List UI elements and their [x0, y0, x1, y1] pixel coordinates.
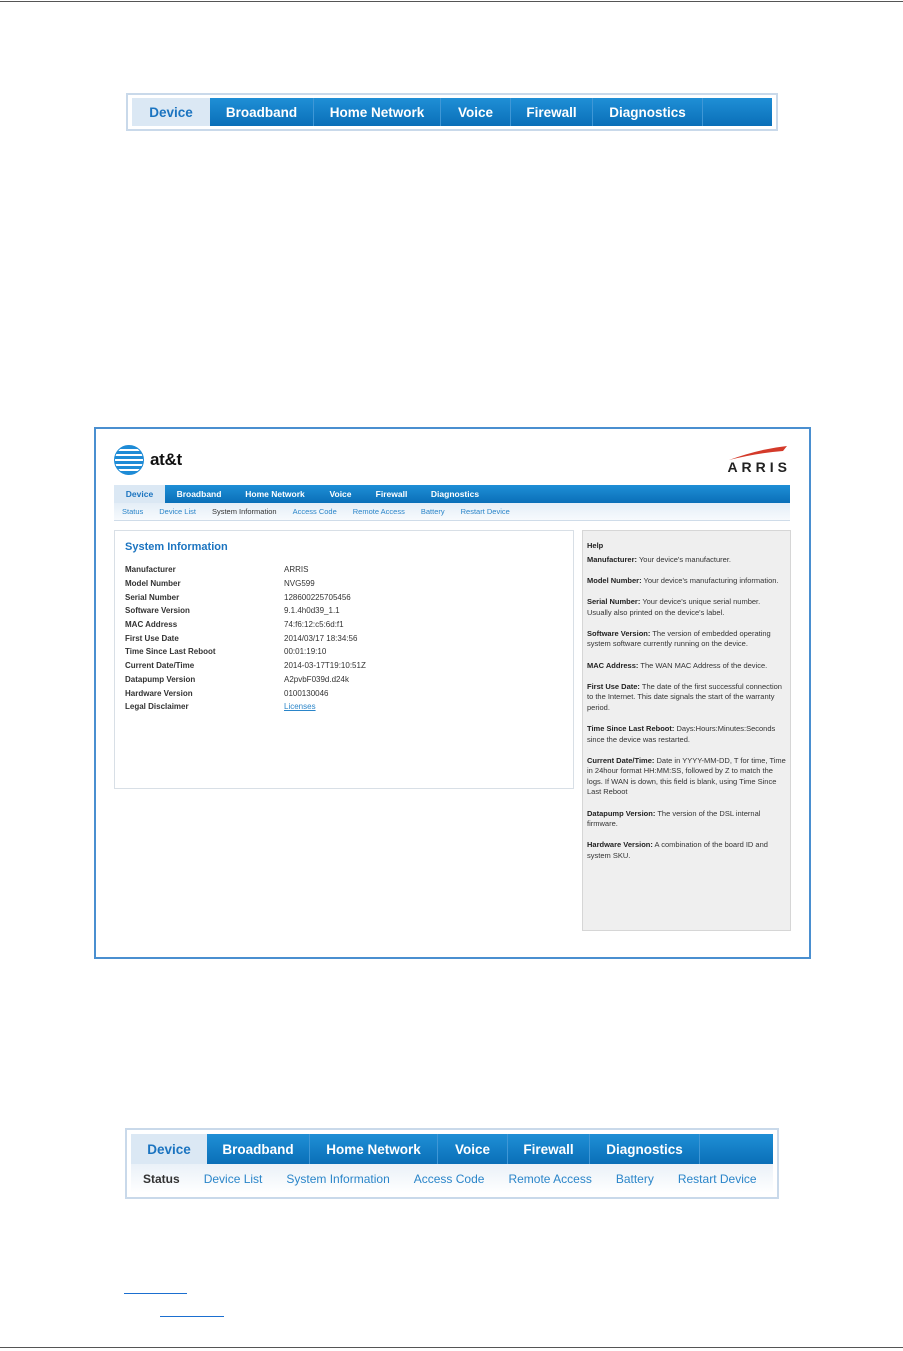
help-item: [587, 661, 786, 672]
figure-device-subnavigation: [125, 1128, 779, 1199]
info-row: [125, 659, 366, 673]
info-value: 128600225705456: [284, 592, 351, 602]
tab-firewall[interactable]: Firewall: [508, 1134, 590, 1164]
help-item: [587, 682, 786, 714]
arris-logo-text: ARRIS: [727, 459, 791, 475]
subtab-restart-device[interactable]: Restart Device: [677, 1171, 757, 1186]
info-label: Legal Disclaimer: [125, 702, 189, 712]
help-term: Software Version:: [587, 628, 651, 638]
tab-home-network[interactable]: Home Network: [245, 489, 305, 499]
tab-diagnostics[interactable]: Diagnostics: [593, 98, 703, 126]
help-term: Serial Number:: [587, 597, 641, 607]
figure-system-information-screenshot: [94, 427, 811, 959]
tab-broadband[interactable]: Broadband: [207, 1134, 310, 1164]
tab-firewall[interactable]: Firewall: [375, 489, 408, 499]
info-label: Time Since Last Reboot: [125, 647, 216, 657]
help-text: The version of the DSL internal firmware.: [587, 808, 761, 829]
subtab-device-list[interactable]: Device List: [203, 1171, 263, 1186]
info-row: [125, 686, 366, 700]
info-value: 2014/03/17 18:34:56: [284, 633, 358, 643]
info-label: Hardware Version: [125, 688, 193, 698]
info-value: 00:01:19:10: [284, 647, 327, 657]
subtab-restart-device[interactable]: Restart Device: [460, 507, 510, 516]
info-value: ARRIS: [284, 565, 309, 575]
subtab-status[interactable]: Status: [143, 1171, 180, 1186]
help-term: Manufacturer:: [587, 555, 638, 564]
info-row: [125, 590, 366, 604]
help-text: A combination of the board ID and system SKU.: [587, 840, 768, 860]
help-title: Help: [587, 541, 604, 550]
main-nav-bar: [132, 98, 772, 126]
help-item: [587, 840, 786, 861]
tab-home-network[interactable]: Home Network: [310, 1134, 438, 1164]
info-row: [125, 645, 366, 659]
info-label: Serial Number: [125, 592, 180, 602]
cut-off-link-2[interactable]: [160, 1316, 224, 1317]
info-label: Current Date/Time: [125, 661, 195, 671]
help-term: First Use Date:: [587, 681, 640, 691]
system-information-panel: [114, 530, 574, 789]
help-term: Model Number:: [587, 576, 642, 586]
tab-voice[interactable]: Voice: [438, 1134, 508, 1164]
subtab-access-code[interactable]: Access Code: [292, 507, 337, 516]
info-row: [125, 673, 366, 687]
info-label: First Use Date: [125, 633, 179, 643]
help-text: Days:Hours:Minutes:Seconds since the device was restarted.: [587, 723, 776, 744]
info-value: 0100130046: [284, 688, 329, 698]
att-logo-text: at&t: [150, 450, 182, 469]
subtab-battery[interactable]: Battery: [420, 507, 445, 516]
info-value: 9.1.4h0d39_1.1: [284, 606, 340, 616]
info-row: [125, 577, 366, 591]
help-text: The date of the first successful connection to the Internet. This date signals the start of the warranty period.: [587, 681, 782, 712]
help-text: Your device's unique serial number. Usually also printed on the device's label.: [587, 597, 761, 617]
info-row: [125, 631, 366, 645]
subtab-remote-access[interactable]: Remote Access: [352, 507, 405, 516]
tab-broadband[interactable]: Broadband: [210, 98, 314, 126]
info-label: Model Number: [125, 579, 181, 589]
screenshot-nav-bar: [114, 485, 790, 503]
subtab-device-list[interactable]: Device List: [159, 507, 196, 516]
help-item: [587, 629, 786, 650]
arris-logo: [711, 445, 791, 475]
help-text: Date in YYYY-MM-DD, T for time, Time in 24hour format HH:MM:SS, followed by Z to match the logs. If WAN is down, this field is blank, using Time Since Last Reboot: [587, 755, 786, 797]
system-information-table: [125, 563, 366, 714]
help-term: MAC Address:: [587, 660, 639, 670]
tab-broadband[interactable]: Broadband: [176, 489, 222, 499]
tab-device[interactable]: Device: [132, 98, 210, 126]
screenshot-sub-nav: [114, 503, 790, 521]
help-item: [587, 724, 786, 745]
tab-firewall[interactable]: Firewall: [511, 98, 593, 126]
info-label: Manufacturer: [125, 565, 176, 575]
help-term: Time Since Last Reboot:: [587, 723, 675, 733]
help-text: Your device's manufacturing information.: [643, 576, 779, 586]
help-item: [587, 576, 786, 587]
help-panel: [582, 530, 791, 931]
subtab-access-code[interactable]: Access Code: [413, 1171, 485, 1186]
subtab-system-information[interactable]: System Information: [286, 1171, 390, 1186]
info-label: Datapump Version: [125, 674, 196, 684]
subtab-remote-access[interactable]: Remote Access: [508, 1171, 592, 1186]
page-bottom-rule: [0, 1347, 903, 1348]
help-term: Datapump Version:: [587, 808, 656, 818]
device-sub-nav: [131, 1164, 773, 1193]
help-text: Your device's manufacturer.: [638, 555, 732, 564]
help-text: The version of embedded operating system software currently running on the device.: [587, 628, 771, 649]
info-value: NVG599: [284, 579, 315, 589]
help-term: Hardware Version:: [587, 840, 653, 850]
info-value: 74:f6:12:c5:6d:f1: [284, 620, 344, 630]
tab-device[interactable]: Device: [131, 1134, 207, 1164]
help-item: [587, 597, 786, 618]
help-item: [587, 555, 786, 566]
info-label: MAC Address: [125, 620, 178, 630]
subtab-status[interactable]: Status: [122, 507, 144, 516]
help-text: The WAN MAC Address of the device.: [640, 660, 768, 670]
att-globe-icon: [114, 445, 144, 475]
tab-voice[interactable]: Voice: [329, 489, 352, 499]
section-title: System Information: [125, 541, 228, 553]
tab-home-network[interactable]: Home Network: [314, 98, 441, 126]
tab-voice[interactable]: Voice: [441, 98, 511, 126]
subtab-battery[interactable]: Battery: [615, 1171, 654, 1186]
info-row: [125, 563, 366, 577]
info-row: [125, 700, 366, 714]
tab-device[interactable]: Device: [114, 485, 165, 503]
info-row: [125, 604, 366, 618]
help-item: [587, 756, 786, 798]
tab-diagnostics[interactable]: Diagnostics: [590, 1134, 700, 1164]
help-term: Current Date/Time:: [587, 755, 655, 765]
att-logo: [114, 445, 182, 475]
info-row: [125, 618, 366, 632]
main-nav-bar: [131, 1134, 773, 1164]
tab-diagnostics[interactable]: Diagnostics: [430, 489, 480, 499]
licenses-link[interactable]: Licenses: [284, 702, 316, 712]
page-top-rule: [0, 1, 903, 2]
info-value: 2014-03-17T19:10:51Z: [284, 661, 366, 671]
subtab-system-information[interactable]: System Information: [211, 507, 277, 516]
info-label: Software Version: [125, 606, 190, 616]
info-value: A2pvbF039d.d24k: [284, 674, 349, 684]
figure-main-navigation: [126, 93, 778, 131]
help-item: [587, 809, 786, 830]
cut-off-link-1[interactable]: [124, 1293, 187, 1294]
